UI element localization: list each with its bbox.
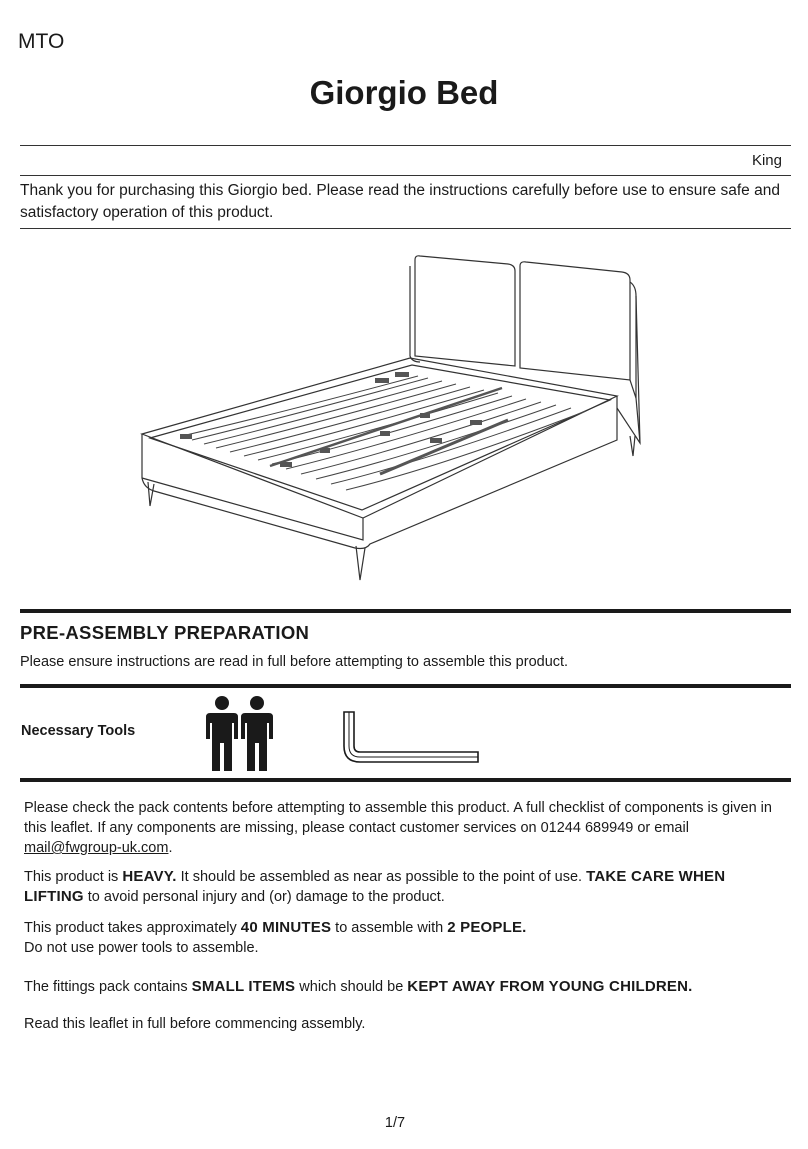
page-title: Giorgio Bed (309, 74, 499, 111)
heavy-text: to avoid personal injury and (or) damage to the product. (83, 889, 445, 905)
period: . (168, 840, 173, 856)
pack-contents-paragraph (24, 798, 789, 858)
tools-label: Necessary Tools (21, 723, 136, 739)
small-items-paragraph (24, 977, 789, 997)
heavy-warning-paragraph (24, 867, 789, 907)
divider (20, 175, 791, 176)
page-number: 1/7 (384, 1115, 406, 1131)
heavy-text: It should be assembled as near as possible to the point of use. (176, 869, 587, 885)
time-text: to assemble with (331, 920, 448, 936)
small-items-text: which should be (295, 979, 408, 995)
time-text: This product takes approximately (24, 920, 241, 936)
heavy-emphasis: HEAVY. (122, 868, 177, 885)
lifting-emphasis: TAKE CARE WHEN LIFTING (24, 868, 726, 905)
brand-label: MTO (18, 30, 65, 53)
intro-text: Thank you for purchasing this Giorgio bed. Please read the instructions carefully before use to ensure safe and satisfactory operation of this product. (20, 182, 780, 221)
section-subtitle: Please ensure instructions are read in full before attempting to assemble this product. (20, 654, 569, 670)
small-items-text: The fittings pack contains (24, 979, 192, 995)
two-people-icon (205, 695, 275, 778)
section-title: PRE-ASSEMBLY PREPARATION (20, 622, 310, 643)
power-tools-note: Do not use power tools to assemble. (24, 940, 259, 956)
children-emphasis: KEPT AWAY FROM YOUNG CHILDREN. (407, 978, 693, 995)
email-link[interactable]: mail@fwgroup-uk.com (24, 840, 169, 856)
allen-key-icon (342, 710, 482, 771)
small-items-emphasis: SMALL ITEMS (191, 978, 296, 995)
read-leaflet-note: Read this leaflet in full before commencing assembly. (24, 1016, 366, 1032)
section-divider (20, 684, 791, 688)
people-emphasis: 2 PEOPLE. (447, 919, 527, 936)
heavy-text: This product is (24, 869, 123, 885)
section-divider (20, 609, 791, 613)
divider (20, 145, 791, 146)
divider (20, 228, 791, 229)
bed-illustration (130, 248, 650, 593)
pack-contents-text: Please check the pack contents before attempting to assemble this product. A full checklist of components is given in this leaflet. If any components are missing, please contact customer services on 01244 689949 or email (24, 800, 772, 836)
size-variant: King (751, 152, 782, 169)
time-emphasis: 40 MINUTES (240, 919, 332, 936)
assembly-time-paragraph (24, 918, 789, 958)
section-divider (20, 778, 791, 782)
